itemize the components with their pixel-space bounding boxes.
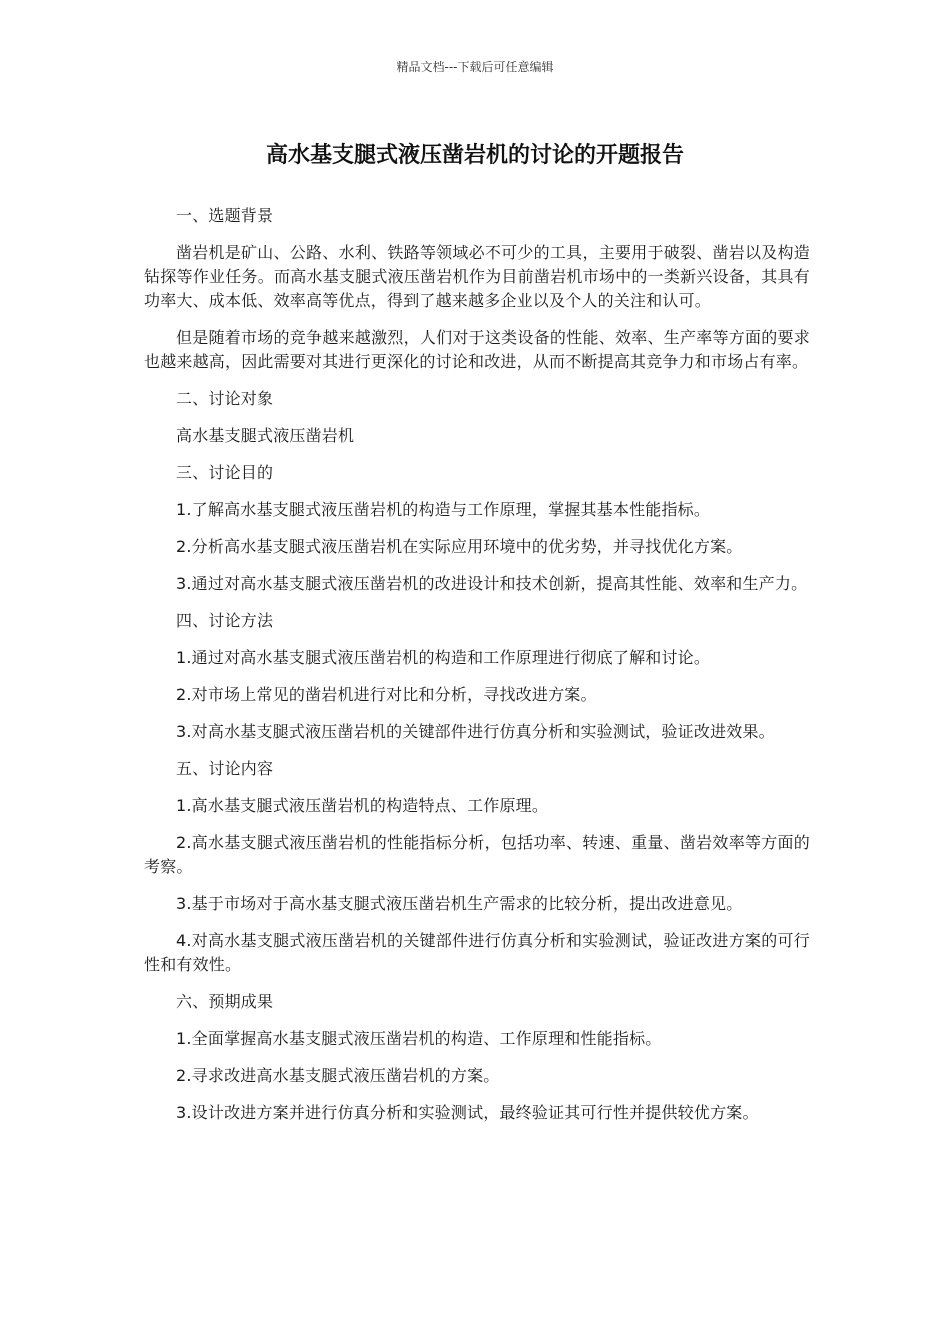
list-item-method-3: 3.对高水基支腿式液压凿岩机的关键部件进行仿真分析和实验测试，验证改进效果。 [176, 722, 775, 741]
section-heading-subject: 二、讨论对象 [176, 389, 274, 408]
section-heading-background: 一、选题背景 [176, 206, 274, 225]
list-item-content-3: 3.基于市场对于高水基支腿式液压凿岩机生产需求的比较分析，提出改进意见。 [176, 894, 743, 913]
list-item-outcome-1: 1.全面掌握高水基支腿式液压凿岩机的构造、工作原理和性能指标。 [176, 1029, 662, 1048]
paragraph-subject: 高水基支腿式液压凿岩机 [176, 426, 355, 445]
list-item-purpose-3: 3.通过对高水基支腿式液压凿岩机的改进设计和技术创新，提高其性能、效率和生产力。 [176, 574, 808, 593]
section-heading-content: 五、讨论内容 [176, 759, 274, 778]
paragraph-background-2: 但是随着市场的竞争越来越激烈，人们对于这类设备的性能、效率、生产率等方面的要求也越来越高，因此需要对其进行更深化的讨论和改进，从而不断提高其竞争力和市场占有率。 [144, 328, 810, 371]
list-item-purpose-2: 2.分析高水基支腿式液压凿岩机在实际应用环境中的优劣势，并寻找优化方案。 [176, 537, 743, 556]
list-item-outcome-2: 2.寻求改进高水基支腿式液压凿岩机的方案。 [176, 1066, 500, 1085]
list-item-method-1: 1.通过对高水基支腿式液压凿岩机的构造和工作原理进行彻底了解和讨论。 [176, 648, 711, 667]
list-item-outcome-3: 3.设计改进方案并进行仿真分析和实验测试，最终验证其可行性并提供较优方案。 [176, 1103, 759, 1122]
list-item-purpose-1: 1.了解高水基支腿式液压凿岩机的构造与工作原理，掌握其基本性能指标。 [176, 500, 711, 519]
list-item-content-1: 1.高水基支腿式液压凿岩机的构造特点、工作原理。 [176, 796, 549, 815]
document-title: 高水基支腿式液压凿岩机的讨论的开题报告 [265, 143, 684, 168]
list-item-content-2: 2.高水基支腿式液压凿岩机的性能指标分析，包括功率、转速、重量、凿岩效率等方面的考察。 [144, 833, 810, 876]
header-note: 精品文档---下载后可任意编辑 [396, 60, 554, 74]
section-heading-outcomes: 六、预期成果 [176, 992, 274, 1011]
list-item-content-4: 4.对高水基支腿式液压凿岩机的关键部件进行仿真分析和实验测试，验证改进方案的可行性和有效性。 [144, 931, 810, 974]
section-heading-method: 四、讨论方法 [176, 611, 274, 630]
document-body [144, 204, 810, 1138]
section-heading-purpose: 三、讨论目的 [176, 463, 274, 482]
list-item-method-2: 2.对市场上常见的凿岩机进行对比和分析，寻找改进方案。 [176, 685, 597, 704]
paragraph-background-1: 凿岩机是矿山、公路、水利、铁路等领域必不可少的工具，主要用于破裂、凿岩以及构造钻探等作业任务。而高水基支腿式液压凿岩机作为目前凿岩机市场中的一类新兴设备，其具有功率大、成本低、效率高等优点，得到了越来越多企业以及个人的关注和认可。 [144, 243, 810, 310]
